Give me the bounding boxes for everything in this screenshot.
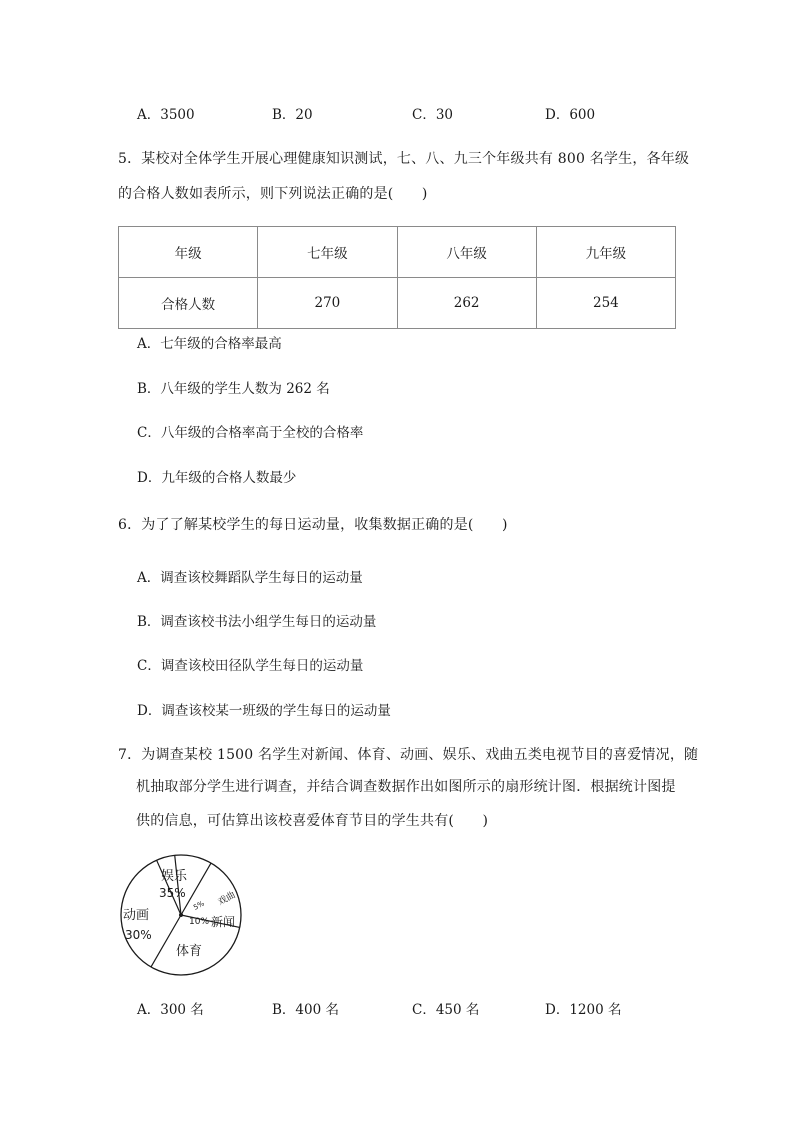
q7-stem-line1: 7．为调查某校 1500 名学生对新闻、体育、动画、娱乐、戏曲五类电视节目的喜爱情况，随 (118, 747, 699, 763)
table-cell: 270 (258, 278, 397, 329)
q5-option-d[interactable]: D．九年级的合格人数最少 (137, 470, 297, 486)
q5-option-a[interactable]: A．七年级的合格率最高 (137, 336, 282, 352)
q5-stem-line2: 的合格人数如表所示，则下列说法正确的是( ) (118, 186, 428, 202)
q7-option-b[interactable]: B．400 名 (272, 1002, 339, 1018)
table-cell: 262 (397, 278, 536, 329)
q4-option-d[interactable]: D．600 (545, 107, 596, 123)
table-header-cell: 年级 (119, 227, 258, 278)
pie-value-donghua: 30% (125, 928, 152, 942)
table-cell: 254 (536, 278, 675, 329)
q5-stem-line1: 5．某校对全体学生开展心理健康知识测试，七、八、九三个年级共有 800 名学生，各年级 (118, 151, 690, 167)
q5-option-c[interactable]: C．八年级的合格率高于全校的合格率 (137, 425, 364, 441)
pie-value-xinwen: 10% (189, 917, 210, 927)
q4-option-b[interactable]: B．20 (272, 107, 313, 123)
pie-label-xinwen: 新闻 (211, 915, 236, 929)
q6-option-b[interactable]: B．调查该校书法小组学生每日的运动量 (137, 614, 377, 630)
pie-value-yule: 35% (159, 886, 186, 900)
table-row-label: 合格人数 (119, 278, 258, 329)
pie-label-tiyu: 体育 (176, 944, 203, 959)
pie-label-yule: 娱乐 (161, 869, 188, 884)
table-header-row (119, 227, 676, 278)
q6-stem: 6．为了了解某校学生的每日运动量，收集数据正确的是( ) (118, 517, 508, 533)
q4-option-c[interactable]: C．30 (412, 107, 454, 123)
q7-option-c[interactable]: C．450 名 (412, 1002, 480, 1018)
table-header-cell: 八年级 (397, 227, 536, 278)
table-header-cell: 九年级 (536, 227, 675, 278)
q7-stem-line2: 机抽取部分学生进行调查，并结合调查数据作出如图所示的扇形统计图．根据统计图提 (136, 779, 676, 795)
q5-option-b[interactable]: B．八年级的学生人数为 262 名 (137, 381, 330, 397)
q6-option-d[interactable]: D．调查该校某一班级的学生每日的运动量 (137, 703, 391, 719)
q7-option-a[interactable]: A．300 名 (137, 1002, 204, 1018)
pie-chart (118, 852, 246, 980)
pie-label-xiqu: 戏曲 (216, 890, 238, 908)
pie-label-donghua: 动画 (123, 908, 150, 923)
grade-pass-table (118, 226, 676, 329)
pie-center-dot (179, 913, 183, 917)
q7-stem-line3: 供的信息，可估算出该校喜爱体育节目的学生共有( ) (136, 813, 489, 829)
q7-option-d[interactable]: D．1200 名 (545, 1002, 622, 1018)
q6-option-c[interactable]: C．调查该校田径队学生每日的运动量 (137, 658, 364, 674)
table-row (119, 278, 676, 329)
pie-value-xiqu: 5% (192, 899, 206, 912)
q6-option-a[interactable]: A．调查该校舞蹈队学生每日的运动量 (137, 570, 363, 586)
table-header-cell: 七年级 (258, 227, 397, 278)
q4-option-a[interactable]: A．3500 (137, 107, 195, 123)
